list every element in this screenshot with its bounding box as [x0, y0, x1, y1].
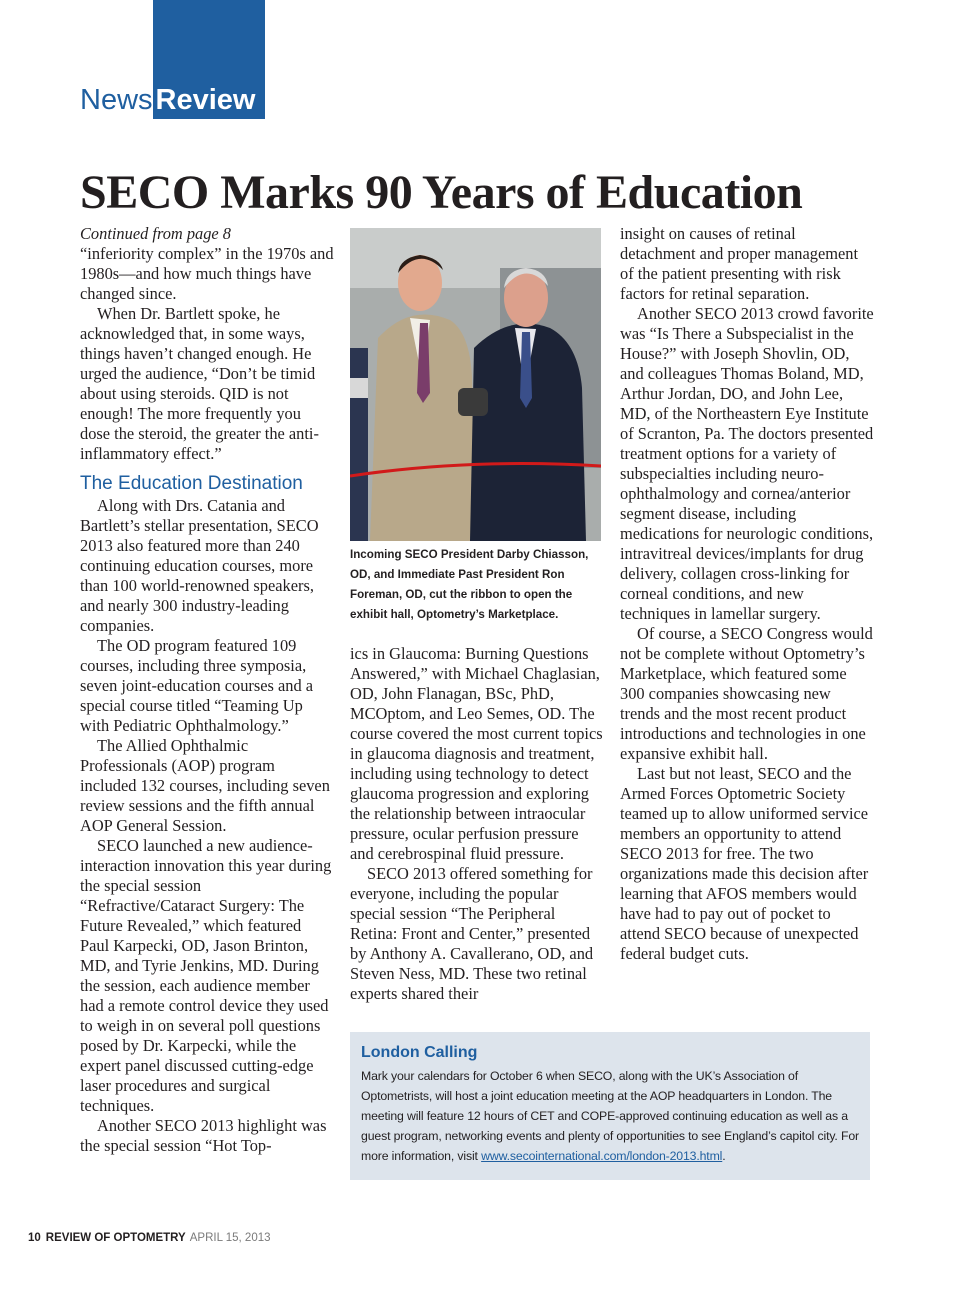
paragraph: Last but not least, SECO and the Armed Forces Optometric Society teamed up to allow uniformed service members an opportunity to attend SECO 2013 for free. The two organizations made this decision after learning that AFOS members would have had to pay out of pocket to attend SECO because of unexpected federal budget cuts.	[620, 764, 869, 963]
article-headline: SECO Marks 90 Years of Education	[80, 166, 803, 219]
column-1	[80, 224, 334, 1156]
page-number: 10	[28, 1232, 41, 1244]
seco-london-link[interactable]: www.secointernational.com/london-2013.html	[481, 1149, 723, 1163]
photo-illustration	[350, 228, 601, 541]
section-review: Review	[155, 84, 256, 116]
paragraph: When Dr. Bartlett spoke, he acknowledged that, in some ways, things haven’t changed enough. He urged the audience, “Don’t be timid about using steroids. QID is not enough! The more frequently you dose the steroid, the greater the anti-inflammatory effect.”	[80, 304, 319, 463]
sidebar-text: Mark your calendars for October 6 when SECO, along with the UK’s Association of Optometrists, will host a joint education meeting at the AOP headquarters in London. The meeting will feature 12 hours of CET and COPE-approved continuing education as well as a guest program, networking events and plenty of opportunities to see England’s capitol city. For more information, visit	[361, 1069, 859, 1163]
column-3	[620, 224, 874, 964]
ribbon-cutting-photo	[350, 228, 601, 541]
london-calling-sidebar	[350, 1032, 870, 1180]
photo-caption: Incoming SECO President Darby Chiasson, OD, and Immediate Past President Ron Foreman, OD, cut the ribbon to open the exhibit hall, Optometry’s Marketplace.	[350, 548, 589, 621]
paragraph: Another SECO 2013 crowd favorite was “Is There a Subspecialist in the House?” with Joseph Shovlin, OD, and colleagues Thomas Boland, MD, Arthur Jordan, DO, and John Lee, MD, of the Northeastern Eye Institute of Scranton, Pa. The doctors presented treatment options for a variety of subspecialties including neuro-ophthalmology and cornea/anterior segment disease, including medications for neurologic conditions, intravitreal devices/implants for drug delivery, collagen cross-linking for corneal conditions, and new techniques in lamellar surgery.	[620, 304, 874, 623]
paragraph: SECO 2013 offered something for everyone, including the popular special session “The Peripheral Retina: Front and Center,” presented by Anthony A. Cavallerano, OD, and Steven Ness, MD. These two retinal experts shared their	[350, 864, 594, 1003]
paragraph: Of course, a SECO Congress would not be complete without Optometry’s Marketplace, which featured some 300 companies showcasing new trends and the most recent product introductions and technologies in one expansive exhibit hall.	[620, 624, 873, 763]
page-footer	[28, 1229, 271, 1247]
subhead-education-destination: The Education Destination	[80, 473, 303, 494]
sidebar-title: London Calling	[361, 1044, 478, 1061]
paragraph: The Allied Ophthalmic Professionals (AOP) program included 132 courses, including seven review sessions and the fifth annual AOP General Session.	[80, 736, 330, 835]
sidebar-body	[361, 1066, 860, 1166]
paragraph: The OD program featured 109 courses, including three symposia, seven joint-education courses and a special course titled “Teaming Up with Pediatric Ophthalmology.”	[80, 636, 314, 735]
continued-note: Continued from page 8	[80, 224, 231, 243]
paragraph: SECO launched a new audience-interaction innovation this year during the special session “Refractive/Cataract Surgery: The Future Revealed,” which featured Paul Karpecki, OD, Jason Brinton, MD, and Tyrie Jenkins, MD. During the session, each audience member had a remote control device they used to weigh in on several poll questions posed by Dr. Karpecki, while the expert panel discussed cutting-edge laser procedures and surgical techniques.	[80, 836, 332, 1115]
sidebar-end: .	[722, 1149, 726, 1163]
paragraph: ics in Glaucoma: Burning Questions Answered,” with Michael Chaglasian, OD, John Flanagan, BSc, PhD, MCOptom, and Leo Semes, OD. The course covered the most current topics in glaucoma diagnosis and treatment, including using technology to detect glaucoma progression and exploring the relationship between intraocular pressure, ocular perfusion pressure and cerebrospinal fluid pressure.	[350, 644, 603, 863]
column-2	[350, 644, 604, 1004]
paragraph: “inferiority complex” in the 1970s and 1980s—and how much things have changed since.	[80, 244, 334, 303]
section-label	[80, 80, 268, 120]
paragraph: insight on causes of retinal detachment and proper management of the patient presenting with risk factors for retinal separation.	[620, 224, 859, 303]
section-news: News	[80, 84, 153, 116]
issue-date: APRIL 15, 2013	[189, 1232, 271, 1244]
paragraph: Along with Drs. Catania and Bartlett’s stellar presentation, SECO 2013 also featured more than 240 continuing education courses, more than 100 world-renowned speakers, and nearly 300 industry-leading companies.	[80, 496, 319, 635]
magazine-name: REVIEW OF OPTOMETRY	[45, 1232, 186, 1244]
paragraph: Another SECO 2013 highlight was the special session “Hot Top-	[80, 1116, 327, 1155]
